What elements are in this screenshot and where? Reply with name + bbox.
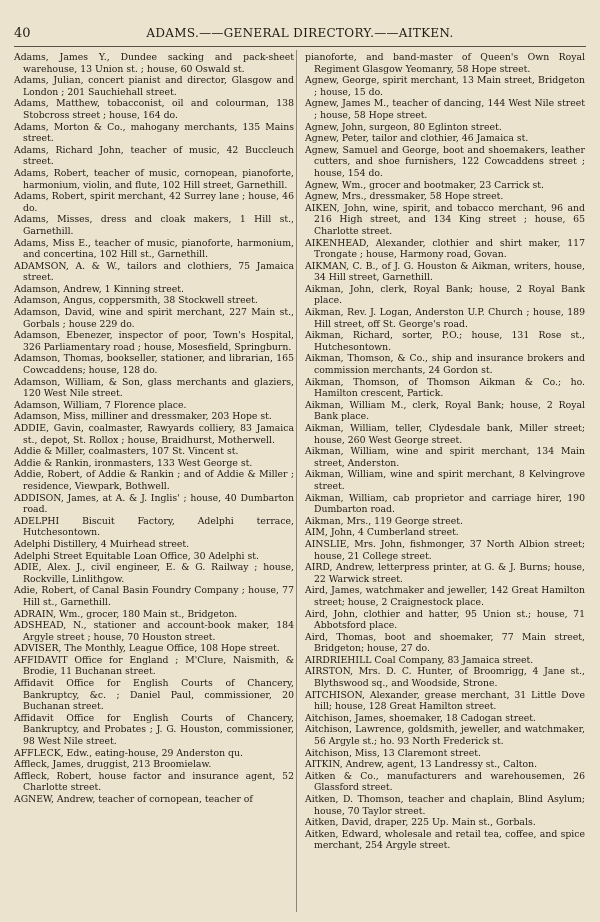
directory-entry: Addie & Rankin, ironmasters, 133 West George st. — [14, 457, 253, 469]
directory-entry: AFFLECK, Edw., eating-house, 29 Anderston qu. — [14, 747, 243, 759]
directory-entry: Aikman, William, wine and spirit merchant, 134 Main street, Anderston. — [305, 446, 585, 469]
directory-entry: ADAMSON, A. & W., tailors and clothiers, 75 Jamaica street. — [14, 260, 294, 284]
directory-entry: AIM, John, 4 Cumberland street. — [305, 527, 459, 539]
directory-entry: Adamson, Miss, milliner and dressmaker, 203 Hope st. — [14, 411, 272, 423]
directory-entry: Aird, John, clothier and hatter, 95 Union st.; house, 71 Abbotsford place. — [305, 608, 585, 632]
directory-entry: Aitken, D. Thomson, teacher and chaplain, Blind Asylum; house, 70 Taylor street. — [305, 794, 585, 817]
left-column — [14, 52, 294, 806]
directory-entry: AIKMAN, C. B., of J. G. Houston & Aikman, writers, house, 34 Hill street, Garnethill. — [305, 260, 585, 284]
directory-entry: Aikman, Richard, sorter, P.O.; house, 131 Rose st., Hutchesontown. — [305, 330, 585, 353]
directory-entry: Adams, Matthew, tobacconist, oil and colourman, 138 Stobcross street ; house, 164 do. — [14, 98, 294, 121]
directory-entry: Adamson, David, wine and spirit merchant, 227 Main st., Gorbals ; house 229 do. — [14, 307, 294, 330]
right-column — [305, 52, 585, 852]
directory-entry: Affleck, Robert, house factor and insurance agent, 52 Charlotte street. — [14, 770, 294, 794]
directory-entry: Addie, Robert, of Addie & Rankin ; and of Addie & Miller ; residence, Viewpark, Bothwell. — [14, 469, 294, 492]
directory-entry: Aikman, John, clerk, Royal Bank; house, 2 Royal Bank place. — [305, 283, 585, 307]
directory-entry: Adams, James Y., Dundee sacking and pack-sheet warehouse, 13 Union st. ; house, 60 Oswald st. — [14, 52, 294, 75]
directory-entry: Aikman, Thomson, & Co., ship and insurance brokers and commission merchants, 24 Gordon st. — [305, 353, 585, 377]
directory-entry: Adams, Misses, dress and cloak makers, 1 Hill st., Garnethill. — [14, 214, 294, 237]
directory-entry: ADSHEAD, N., stationer and account-book maker, 184 Argyle street ; house, 70 Houston street. — [14, 620, 294, 643]
directory-entry: AFFIDAVIT Office for England ; M'Clure, Naismith, & Brodie, 11 Buchanan street. — [14, 654, 294, 678]
directory-entry: Agnew, Mrs., dressmaker, 58 Hope street. — [305, 191, 504, 203]
directory-entry: Adamson, Ebenezer, inspector of poor, Town's Hospital, 326 Parliamentary road ; house, Mosesfield, Springburn. — [14, 330, 294, 353]
directory-entry: Aikman, William M., clerk, Royal Bank; house, 2 Royal Bank place. — [305, 399, 585, 423]
directory-entry: Adams, Richard John, teacher of music, 42 Buccleuch street. — [14, 144, 294, 168]
directory-entry: Agnew, John, surgeon, 80 Eglinton street. — [305, 121, 502, 133]
directory-entry: Aitken, David, draper, 225 Up. Main st., Gorbals. — [305, 817, 536, 829]
directory-entry: Adamson, William, 7 Florence place. — [14, 399, 187, 411]
directory-entry: Aitchison, Miss, 13 Claremont street. — [305, 747, 481, 759]
directory-entry: Adamson, Angus, coppersmith, 38 Stockwell street. — [14, 295, 258, 307]
directory-entry: Aikman, William, wine and spirit merchant, 8 Kelvingrove street. — [305, 469, 585, 492]
directory-entry: AITCHISON, Alexander, grease merchant, 31 Little Dove hill; house, 128 Great Hamilton street. — [305, 689, 585, 713]
directory-entry: Agnew, Peter, tailor and clothier, 46 Jamaica st. — [305, 133, 529, 145]
directory-entry: Adams, Robert, teacher of music, cornopean, pianoforte, harmonium, violin, and flute, 102 Hill street, Garnethill. — [14, 167, 294, 191]
directory-entry: Adelphi Street Equitable Loan Office, 30 Adelphi st. — [14, 550, 259, 562]
directory-entry: AIKEN, John, wine, spirit, and tobacco merchant, 96 and 216 High street, and 134 King street ; house, 65 Charlotte street. — [305, 202, 585, 237]
directory-entry: Adams, Robert, spirit merchant, 42 Surrey lane ; house, 46 do. — [14, 191, 294, 214]
directory-entry: Aitken, Edward, wholesale and retail tea, coffee, and spice merchant, 254 Argyle street. — [305, 828, 585, 852]
directory-entry: AGNEW, Andrew, teacher of cornopean, teacher of — [14, 794, 253, 805]
directory-entry: Aitken & Co., manufacturers and warehousemen, 26 Glassford street. — [305, 770, 585, 794]
directory-entry: Aikman, William, teller, Clydesdale bank, Miller street; house, 260 West George street. — [305, 423, 585, 446]
directory-entry: Affidavit Office for English Courts of Chancery, Bankruptcy, &c. ; Daniel Paul, commissioner, 20 Buchanan street. — [14, 678, 294, 713]
directory-entry: AIRD, Andrew, letterpress printer, at G. & J. Burns; house, 22 Warwick street. — [305, 562, 585, 585]
running-title: ADAMS.——GENERAL DIRECTORY.——AITKEN. — [146, 26, 454, 40]
directory-entry: Aikman, Thomson, of Thomson Aikman & Co.; ho. Hamilton crescent, Partick. — [305, 376, 585, 400]
directory-entry: Adamson, Andrew, 1 Kinning street. — [14, 283, 184, 295]
directory-entry: AIKENHEAD, Alexander, clothier and shirt maker, 117 Trongate ; house, Harmony road, Govan. — [305, 237, 585, 261]
page-number: 40 — [14, 26, 31, 41]
directory-entry: Adams, Morton & Co., mahogany merchants, 135 Mains street. — [14, 121, 294, 145]
directory-entry: Aitchison, James, shoemaker, 18 Cadogan street. — [305, 712, 536, 724]
directory-entry: pianoforte, and band-master of Queen's Own Royal Regiment Glasgow Yeomanry, 58 Hope street. — [305, 52, 585, 75]
directory-entry: Aird, Thomas, boot and shoemaker, 77 Main street, Bridgeton; house, 27 do. — [305, 631, 585, 655]
directory-entry: Aikman, William, cab proprietor and carriage hirer, 190 Dumbarton road. — [305, 492, 585, 516]
header-rule — [14, 46, 586, 47]
directory-entry: AIRSTON, Mrs. D. C. Hunter, of Broomrigg, 4 Jane st., Blythswood sq., and Woodside, Strone. — [305, 666, 585, 690]
directory-entry: Aitchison, Lawrence, goldsmith, jeweller, and watchmaker, 56 Argyle st.; ho. 93 North Frederick st. — [305, 724, 585, 748]
directory-entry: Adamson, William, & Son, glass merchants and glaziers, 120 West Nile street. — [14, 376, 294, 400]
directory-entry: Adams, Julian, concert pianist and director, Glasgow and London ; 201 Sauchiehall street. — [14, 75, 294, 98]
directory-entry: ADDIE, Gavin, coalmaster, Rawyards colliery, 83 Jamaica st., depot, St. Rollox ; house, Braidhurst, Motherwell. — [14, 423, 294, 446]
directory-entry: AIRDRIEHILL Coal Company, 83 Jamaica street. — [305, 654, 534, 666]
directory-entry: Aikman, Rev. J. Logan, Anderston U.P. Church ; house, 189 Hill street, off St. George's road. — [305, 307, 585, 330]
directory-entry: Agnew, James M., teacher of dancing, 144 West Nile street ; house, 58 Hope street. — [305, 98, 585, 121]
directory-entry: Addie & Miller, coalmasters, 107 St. Vincent st. — [14, 446, 239, 458]
directory-entry: Aird, James, watchmaker and jeweller, 142 Great Hamilton street; house, 2 Craignestock place. — [305, 585, 585, 608]
directory-entry: ADELPHI Biscuit Factory, Adelphi terrace, Hutchesontown. — [14, 515, 294, 539]
column-divider — [296, 50, 297, 912]
directory-entry: Affleck, James, druggist, 213 Broomielaw. — [14, 759, 212, 771]
directory-entry: Adie, Robert, of Canal Basin Foundry Company ; house, 77 Hill st., Garnethill. — [14, 585, 294, 608]
directory-entry: Adamson, Thomas, bookseller, stationer, and librarian, 165 Cowcaddens; house, 128 do. — [14, 353, 294, 377]
directory-entry: ADVISER, The Monthly, League Office, 108 Hope street. — [14, 643, 280, 655]
directory-entry: Adelphi Distillery, 4 Muirhead street. — [14, 538, 190, 550]
directory-entry: Adams, Miss E., teacher of music, pianoforte, harmonium, and concertina, 102 Hill st., Garnethill. — [14, 237, 294, 261]
page-header — [14, 26, 586, 42]
directory-entry: ADDISON, James, at A. & J. Inglis' ; house, 40 Dumbarton road. — [14, 492, 294, 516]
directory-entry: Agnew, Wm., grocer and bootmaker, 23 Carrick st. — [305, 179, 544, 191]
directory-entry: ADIE, Alex. J., civil engineer, E. & G. Railway ; house, Rockville, Linlithgow. — [14, 562, 294, 585]
directory-entry: ADRAIN, Wm., grocer, 180 Main st., Bridgeton. — [14, 608, 238, 620]
directory-entry: AITKIN, Andrew, agent, 13 Landressy st., Calton. — [305, 759, 538, 771]
directory-entry: Agnew, Samuel and George, boot and shoemakers, leather cutters, and shoe furnishers, 122 Cowcaddens street ; house, 154 do. — [305, 144, 585, 179]
directory-entry: Aikman, Mrs., 119 George street. — [305, 515, 463, 527]
directory-entry: Affidavit Office for English Courts of Chancery, Bankruptcy, and Probates ; J. G. Houston, commissioner, 98 West Nile street. — [14, 712, 294, 748]
directory-entry: AINSLIE, Mrs. John, fishmonger, 37 North Albion street; house, 21 College street. — [305, 538, 585, 562]
directory-entry: Agnew, George, spirit merchant, 13 Main street, Bridgeton ; house, 15 do. — [305, 75, 585, 98]
